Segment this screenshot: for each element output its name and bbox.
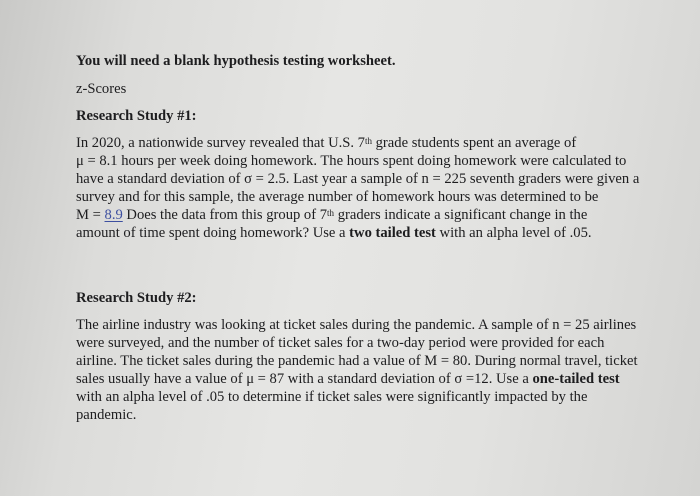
study2-line-6: pandemic. xyxy=(76,407,137,423)
study1-title: Research Study #1: xyxy=(76,108,197,124)
study2-line-5: with an alpha level of .05 to determine if ticket sales were significantly impacted by the xyxy=(76,389,588,405)
study1-line-1: In 2020, a nationwide survey revealed that U.S. 7th grade students spent an average of xyxy=(76,135,577,151)
study1-line-2: μ = 8.1 hours per week doing homework. The hours spent doing homework were calculated to xyxy=(76,153,627,169)
sample-mean-value: 8.9 xyxy=(104,207,123,223)
worksheet-instruction: You will need a blank hypothesis testing worksheet. xyxy=(76,53,396,69)
study1-line-3: have a standard deviation of σ = 2.5. Last year a sample of n = 225 seventh graders were given a xyxy=(76,171,640,187)
study2-line-2: were surveyed, and the number of ticket sales for a two-day period were provided for each xyxy=(76,335,605,351)
section-title: z-Scores xyxy=(76,81,127,97)
study2-title: Research Study #2: xyxy=(76,290,197,306)
study1-line-4: survey and for this sample, the average number of homework hours was determined to be xyxy=(76,189,599,205)
study2-line-3: airline. The ticket sales during the pandemic had a value of M = 80. During normal travel, ticket xyxy=(76,353,638,369)
study1-line-5: M = 8.9 Does the data from this group of 7th graders indicate a significant change in the xyxy=(76,207,588,223)
study1-line-6: amount of time spent doing homework? Use a two tailed test with an alpha level of .05. xyxy=(76,225,592,241)
study2-line-4: sales usually have a value of μ = 87 with a standard deviation of σ =12. Use a one-tailed test xyxy=(76,371,620,387)
study2-paragraph xyxy=(76,316,638,424)
study2-line-1: The airline industry was looking at ticket sales during the pandemic. A sample of n = 25 airlines xyxy=(76,317,637,333)
study1-paragraph xyxy=(76,134,639,242)
